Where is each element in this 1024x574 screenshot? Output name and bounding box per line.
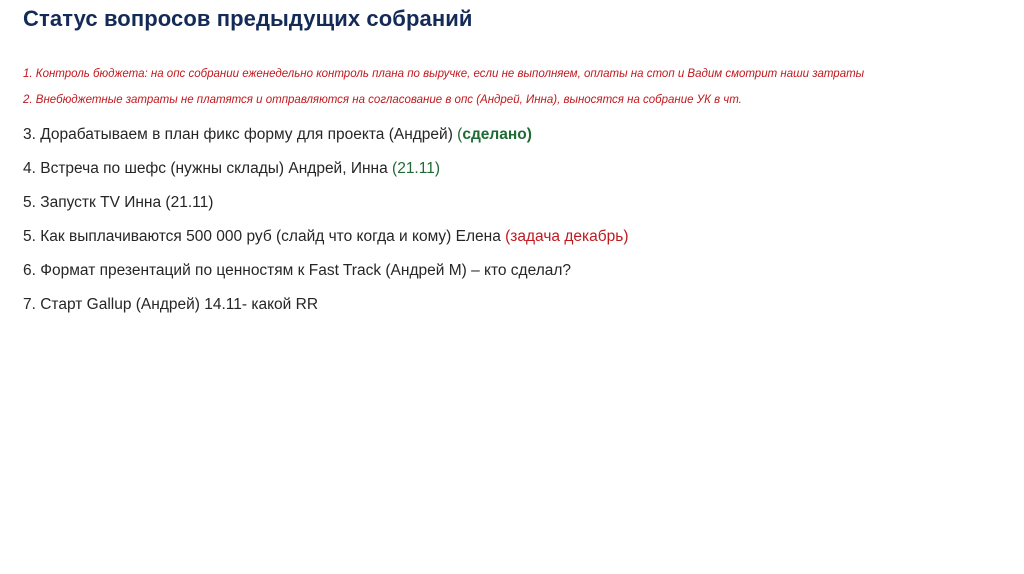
status-paren: ( [457, 126, 463, 143]
status-list [23, 63, 1003, 325]
list-item-text: 5. Запустк TV Инна (21.11) [23, 194, 214, 211]
page-title: Статус вопросов предыдущих собраний [23, 6, 473, 31]
list-item-offbudget-costs: 2. Внебюджетные затраты не платятся и отправляются на согласование в опс (Андрей, Инна), выносятся на собрание УК в чт. [23, 94, 742, 106]
list-item-text: 4. Встреча по шефс (нужны склады) Андрей, Инна [23, 160, 393, 177]
status-task-label: (задача декабрь) [505, 228, 629, 245]
list-item-presentation-format [23, 257, 1003, 291]
list-item-chefs-meeting [23, 155, 1003, 189]
list-item-text: 6. Формат презентаций по ценностям к Fast Track (Андрей М) – кто сделал? [23, 262, 572, 279]
list-item-budget-control: 1. Контроль бюджета: на опс собрании еженедельно контроль плана по выручке, если не выполняем, оплаты на стоп и Вадим смотрит наши затраты [23, 68, 865, 80]
list-item-tv-launch [23, 189, 1003, 223]
list-item-payment [23, 223, 1003, 257]
list-item-fix-form [23, 121, 1003, 155]
date-label: (21.11) [392, 160, 440, 177]
list-item-text: 5. Как выплачиваются 500 000 руб (слайд что когда и кому) Елена [23, 228, 506, 245]
list-item-gallup [23, 291, 1003, 325]
list-item-text: 3. Дорабатываем в план фикс форму для проекта (Андрей) [23, 126, 458, 143]
list-item-text: 7. Старт Gallup (Андрей) 14.11- какой RR [23, 296, 319, 313]
status-done-label: сделано) [462, 126, 532, 143]
